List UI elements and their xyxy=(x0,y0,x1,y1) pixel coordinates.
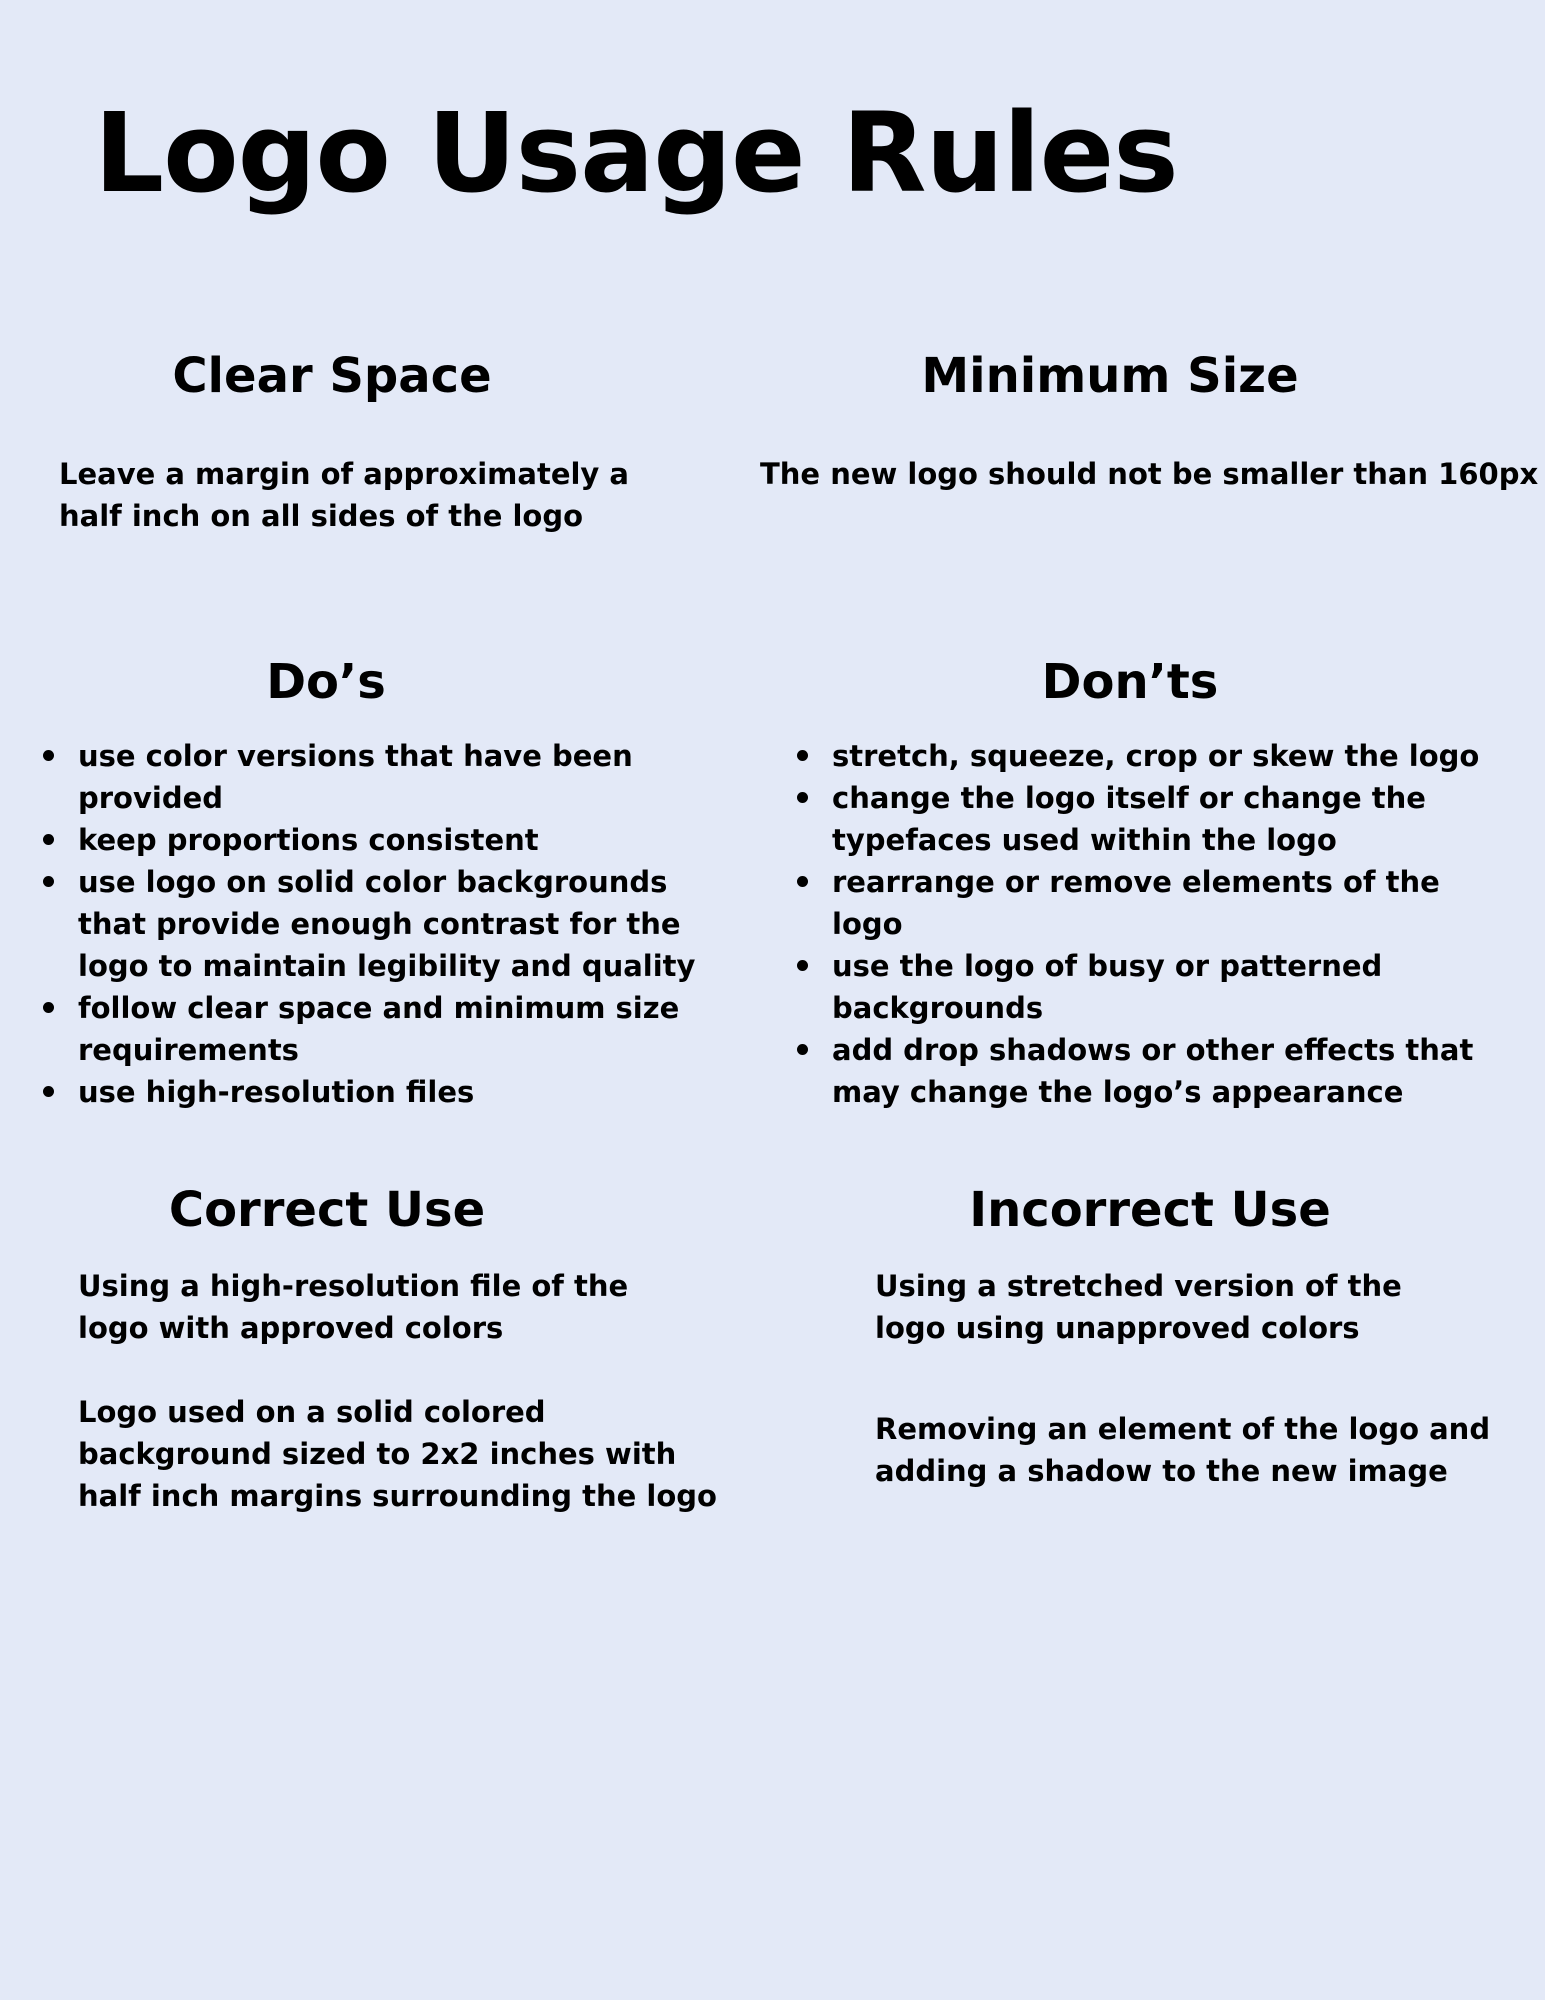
dos-item: use color versions that have been provided xyxy=(40,735,730,819)
page-title: Logo Usage Rules xyxy=(94,89,1178,217)
donts-item: add drop shadows or other effects that may change the logo’s appearance xyxy=(794,1029,1494,1113)
clear-space-heading: Clear Space xyxy=(172,348,492,404)
donts-heading: Don’ts xyxy=(1041,654,1219,710)
dos-list xyxy=(40,735,730,1113)
clear-space-text: Leave a margin of approximately a half inch on all sides of the logo xyxy=(59,457,630,533)
donts-item: stretch, squeeze, crop or skew the logo xyxy=(794,735,1494,777)
donts-item: rearrange or remove elements of the logo xyxy=(794,861,1494,945)
donts-item: use the logo of busy or patterned backgrounds xyxy=(794,945,1494,1029)
dos-item: use high-resolution files xyxy=(40,1071,730,1113)
dos-item: keep proportions consistent xyxy=(40,819,730,861)
incorrect-use-text-1: Using a stretched version of the logo using unapproved colors xyxy=(875,1269,1402,1345)
dos-item: follow clear space and minimum size requirements xyxy=(40,987,730,1071)
dos-heading: Do’s xyxy=(266,654,386,710)
dos-item: use logo on solid color backgrounds that provide enough contrast for the logo to maintain legibility and quality xyxy=(40,861,730,987)
correct-use-text-1: Using a high-resolution file of the logo with approved colors xyxy=(78,1269,629,1345)
donts-list xyxy=(794,735,1494,1113)
minimum-size-text: The new logo should not be smaller than 160px xyxy=(760,457,1539,491)
minimum-size-heading: Minimum Size xyxy=(921,348,1299,404)
incorrect-use-heading: Incorrect Use xyxy=(969,1182,1331,1238)
correct-use-text-2: Logo used on a solid colored background sized to 2x2 inches with half inch margins surrounding the logo xyxy=(78,1395,717,1513)
correct-use-heading: Correct Use xyxy=(168,1182,486,1238)
incorrect-use-text-2: Removing an element of the logo and adding a shadow to the new image xyxy=(875,1412,1491,1488)
donts-item: change the logo itself or change the typefaces used within the logo xyxy=(794,777,1494,861)
